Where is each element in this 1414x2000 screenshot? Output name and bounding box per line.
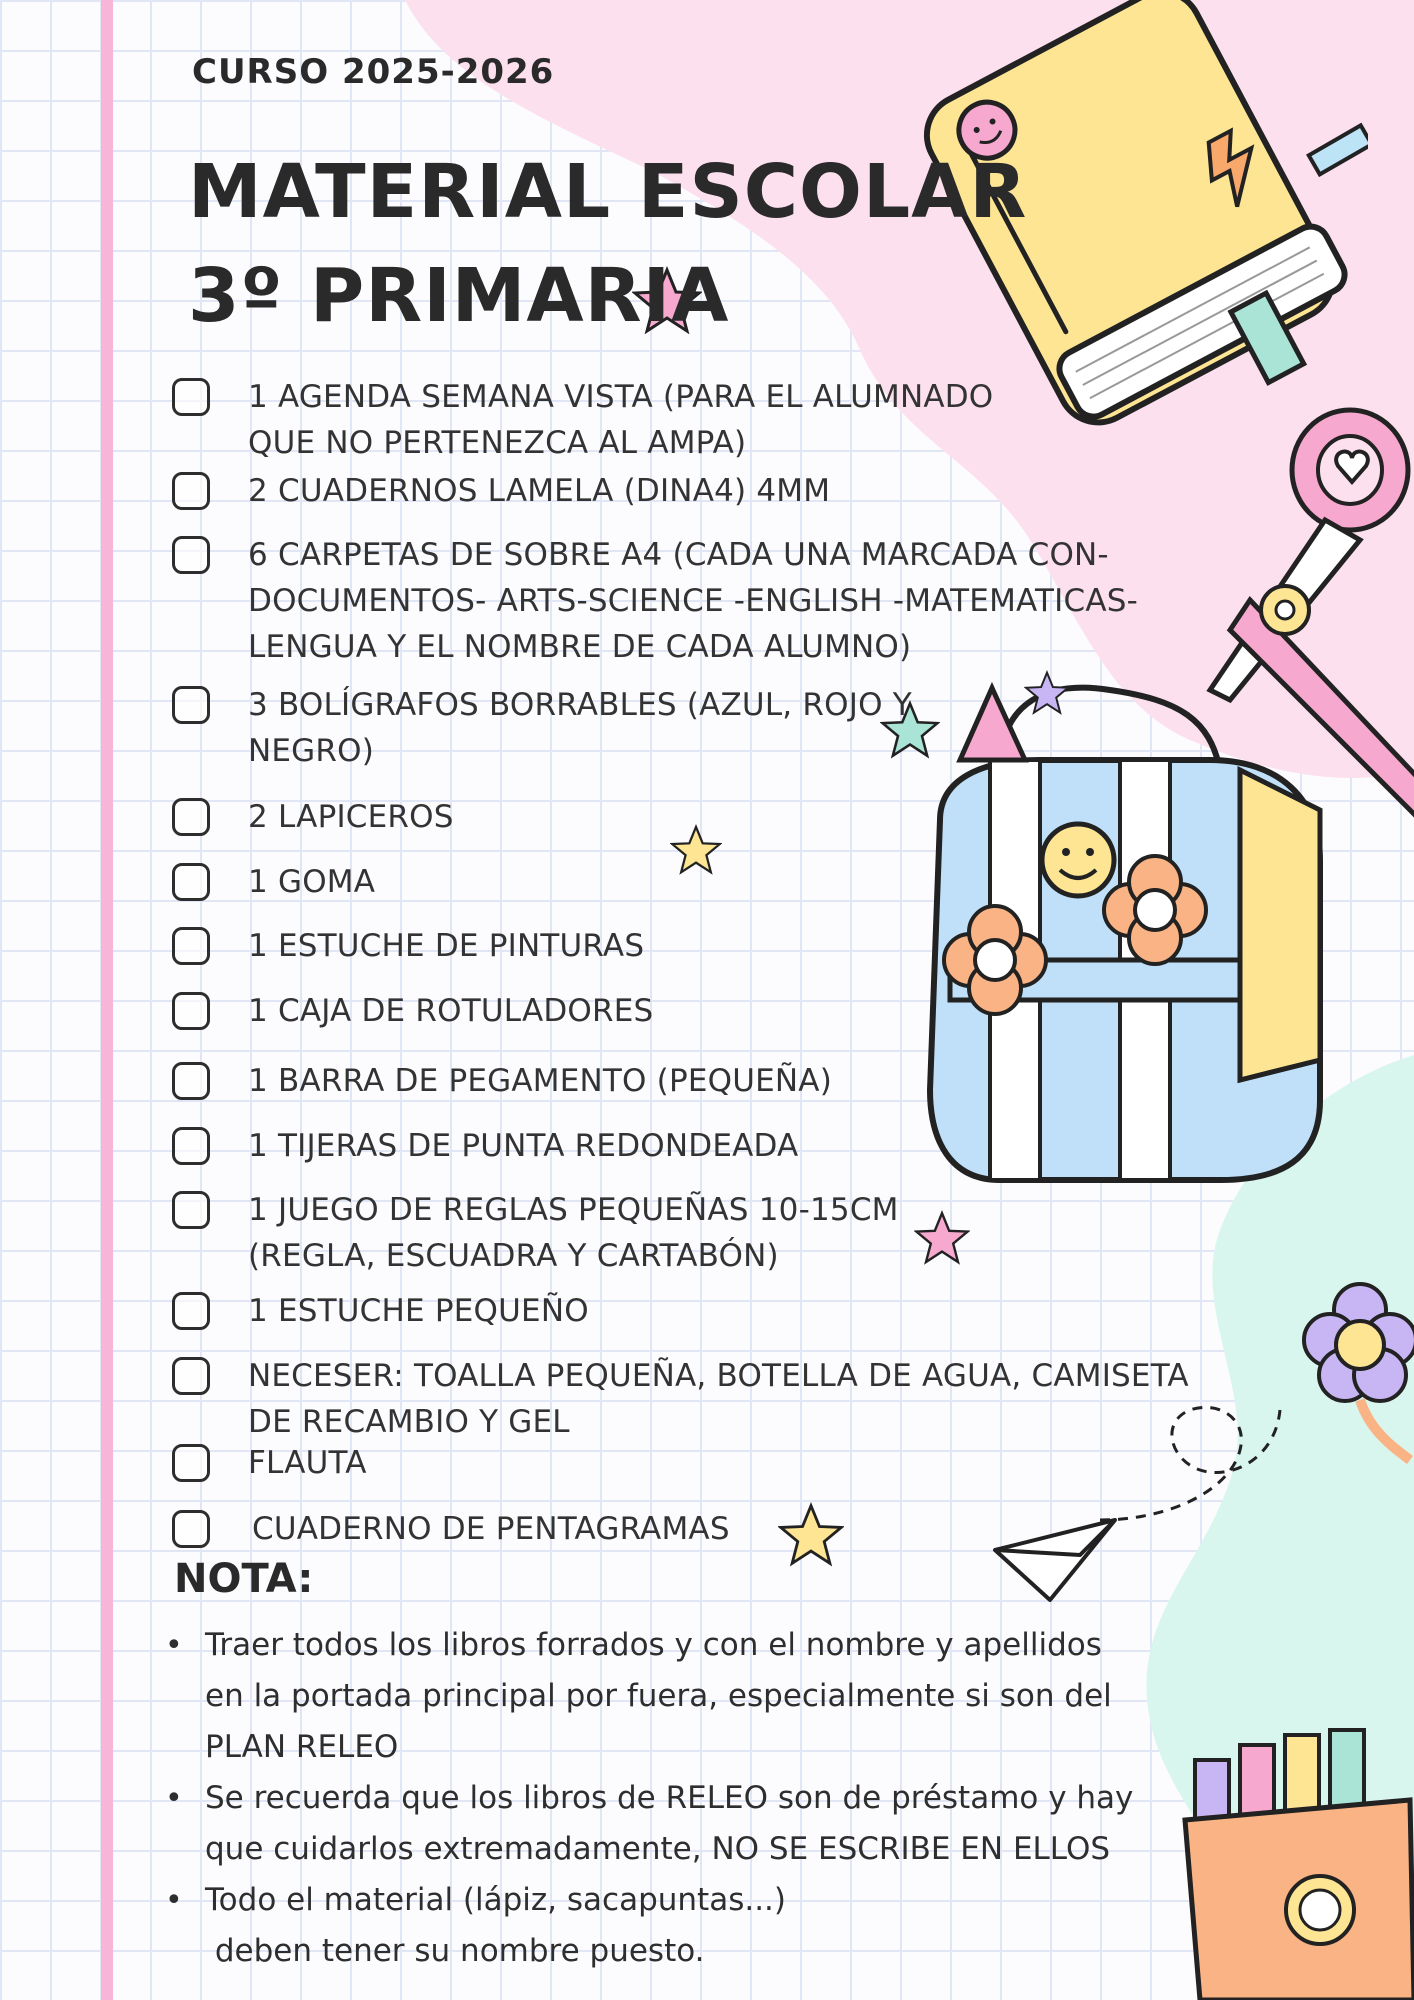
item-label: 2 CUADERNOS LAMELA (DINA4) 4MM [248, 473, 831, 509]
item-label: 2 LAPICEROS [248, 799, 454, 835]
checkbox[interactable] [172, 863, 210, 901]
note-item: • Todo el material (lápiz, sacapuntas...) deben tener su nombre puesto. [165, 1875, 1205, 1977]
checkbox[interactable] [172, 798, 210, 836]
item-label: 1 GOMA [248, 864, 376, 900]
item-label: NECESER: TOALLA PEQUEÑA, BOTELLA DE AGUA, CAMISETA DE RECAMBIO Y GEL [248, 1358, 1189, 1440]
crayons-icon [1180, 1720, 1414, 2000]
checkbox[interactable] [172, 1292, 210, 1330]
checkbox[interactable] [172, 686, 210, 724]
notes-title: NOTA: [174, 1556, 314, 1602]
checkbox[interactable] [172, 1127, 210, 1165]
item-label: 1 AGENDA SEMANA VISTA (PARA EL ALUMNADO QUE NO PERTENEZCA AL AMPA) [248, 379, 994, 461]
item-label: 1 BARRA DE PEGAMENTO (PEQUEÑA) [248, 1063, 833, 1099]
item-label: 1 TIJERAS DE PUNTA REDONDEADA [248, 1128, 799, 1164]
checkbox[interactable] [172, 1191, 210, 1229]
title-line-2: 3º PRIMARIA [188, 253, 730, 339]
star-icon [670, 824, 722, 876]
note-item: • Traer todos los libros forrados y con el nombre y apellidos en la portada principal por fuera, especialmente si son del PLAN RELEO [165, 1620, 1205, 1773]
star-icon [778, 1502, 844, 1568]
item-label: 1 ESTUCHE PEQUEÑO [248, 1293, 589, 1329]
checkbox[interactable] [172, 992, 210, 1030]
item-label: CUADERNO DE PENTAGRAMAS [252, 1511, 730, 1547]
item-label: FLAUTA [248, 1445, 367, 1481]
checkbox[interactable] [172, 1357, 210, 1395]
star-icon [914, 1210, 970, 1266]
course-year: CURSO 2025-2026 [192, 52, 555, 92]
checkbox[interactable] [172, 536, 210, 574]
checkbox[interactable] [172, 472, 210, 510]
title-line-1: MATERIAL ESCOLAR [188, 149, 1028, 235]
notes-list [165, 1620, 1205, 1977]
star-icon [1024, 670, 1070, 716]
item-label: 1 JUEGO DE REGLAS PEQUEÑAS 10-15CM (REGLA, ESCUADRA Y CARTABÓN) [248, 1192, 899, 1274]
item-label: 1 CAJA DE ROTULADORES [248, 993, 654, 1029]
item-label: 1 ESTUCHE DE PINTURAS [248, 928, 645, 964]
checkbox[interactable] [172, 378, 210, 416]
item-label: 3 BOLÍGRAFOS BORRABLES (AZUL, ROJO Y NEGRO) [248, 687, 912, 769]
note-item: • Se recuerda que los libros de RELEO son de préstamo y hay que cuidarlos extremadamente, NO SE ESCRIBE EN ELLOS [165, 1773, 1205, 1875]
flower-icon [1300, 1280, 1414, 1470]
checkbox[interactable] [172, 927, 210, 965]
checkbox[interactable] [172, 1510, 210, 1548]
page-title [188, 140, 1027, 348]
checkbox[interactable] [172, 1062, 210, 1100]
checkbox[interactable] [172, 1444, 210, 1482]
backpack-icon [880, 660, 1350, 1200]
margin-line [101, 0, 113, 2000]
item-label: 6 CARPETAS DE SOBRE A4 (CADA UNA MARCADA CON- DOCUMENTOS- ARTS-SCIENCE -ENGLISH -MATEMATICAS- LENGUA Y EL NOMBRE DE CADA ALUMNO) [248, 537, 1139, 665]
